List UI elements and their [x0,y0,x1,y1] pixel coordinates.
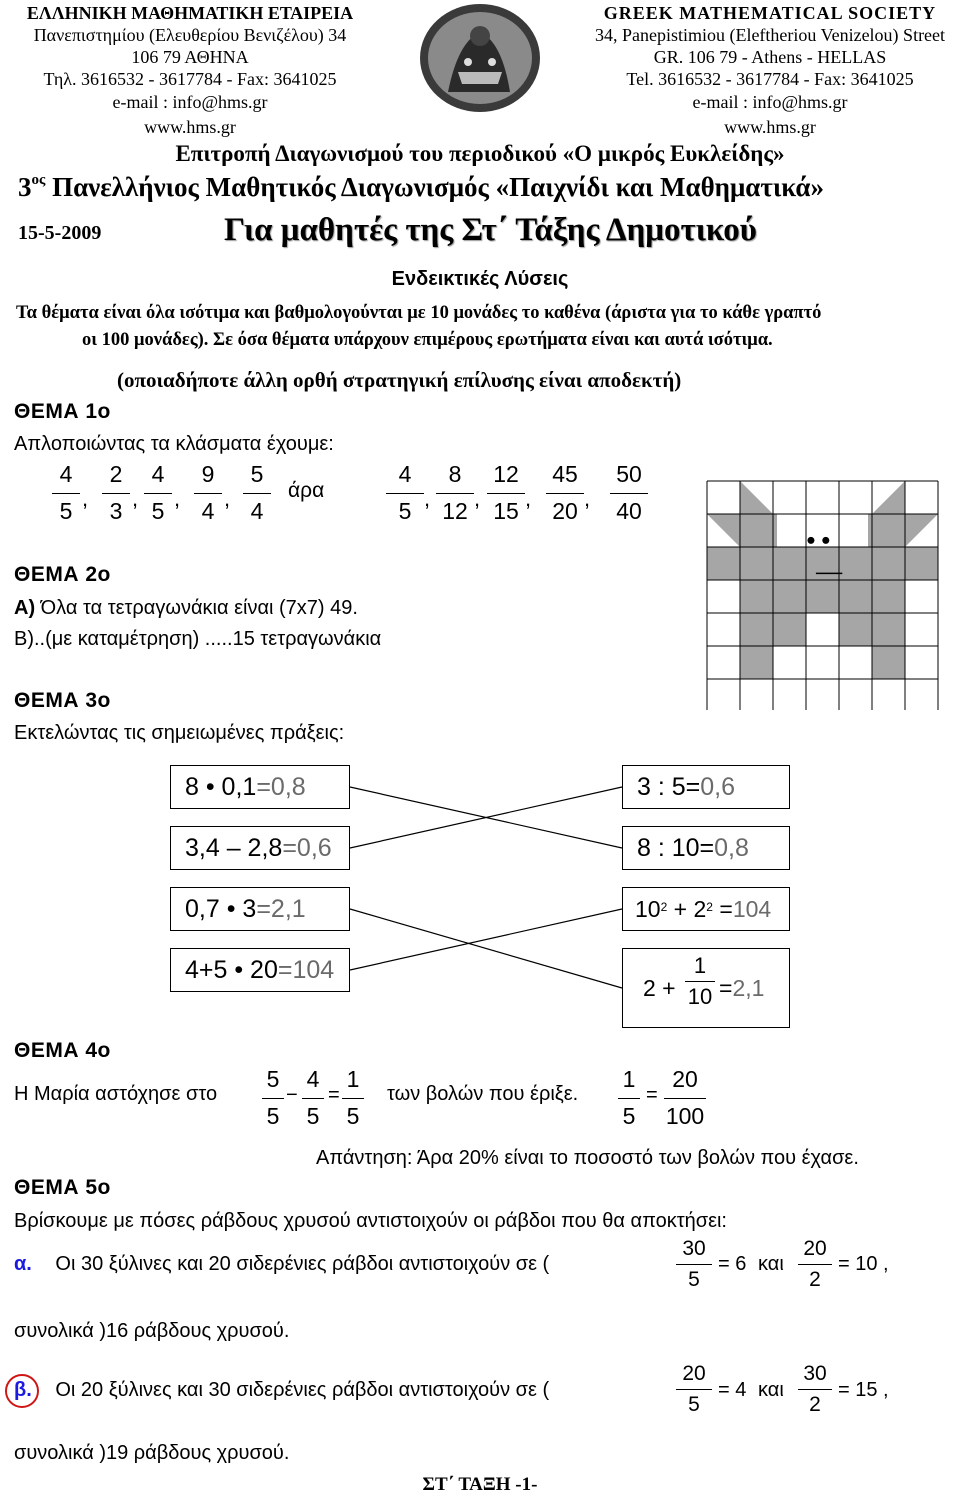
q1-left-fraction-5: 5 4 [243,461,271,524]
q3-text: Εκτελώντας τις σημειωμένες πράξεις: [14,722,345,744]
q1-left-fraction-2: 2 3 [102,461,130,524]
website-greek: www.hms.gr [144,117,236,137]
q1-right-fraction-3: 12 15 [487,461,525,524]
phone-greek: Τηλ. 3616532 - 3617784 - Fax: 3641025 [43,69,337,89]
city-greek: 106 79 ΑΘΗΝΑ [131,47,249,67]
q1-ara: άρα [288,479,325,502]
q5-a-fraction-1: 30 5 [676,1236,712,1293]
q1-right-comma: , [525,486,532,511]
phone-english: Tel. 3616532 - 3617784 - Fax: 3641025 [626,69,914,89]
q4-fraction-3: 1 5 [342,1066,364,1129]
q5-a-result-1: = 6 [718,1253,747,1275]
q1-text: Απλοποιώντας τα κλάσματα έχουμε: [14,433,334,455]
city-english: GR. 106 79 - Athens - HELLAS [653,47,887,67]
q1-right-fraction-2: 8 12 [436,461,474,524]
q4-text1: Η Μαρία αστόχησε στο [14,1083,218,1105]
q3-right-box-4: 2 + 1 10 =2,1 [622,948,790,1028]
q4-fraction-2: 4 5 [302,1066,324,1129]
q4-fraction-5: 20 100 [665,1066,705,1129]
page-footer: ΣΤ΄ ΤΑΞΗ -1- [422,1474,538,1495]
q1-left-comma: , [82,486,89,511]
q4-equals: = [328,1084,340,1106]
contest-number: 3 [18,172,32,202]
committee-text: Επιτροπή Διαγωνισμού του περιοδικού «Ο μικρός Ευκλείδης» [175,141,785,166]
grade-title: Για μαθητές της Στ΄ Τάξης Δημοτικού [224,212,757,248]
q5-a-label: α. [14,1253,32,1275]
q4-fraction-4: 1 5 [618,1066,640,1129]
society-name-greek: ΕΛΛΗΝΙΚΗ ΜΑΘΗΜΑΤΙΚΗ ΕΤΑΙΡΕΙΑ [26,3,354,23]
q2-part-b: Β)..(με καταμέτρηση) .....15 τετραγωνάκια [14,628,382,650]
q3-title: ΘΕΜΑ 3ο [14,689,111,712]
q3-left-box-4: 4+5 • 20=104 [170,948,350,992]
q1-title: ΘΕΜΑ 1ο [14,400,111,423]
q1-right-fraction-1: 4 5 [386,461,424,524]
email-english: e-mail : info@hms.gr [692,92,848,112]
q5-title: ΘΕΜΑ 5ο [14,1176,111,1199]
q1-left-comma: , [174,486,181,511]
q1-right-fraction-4: 45 20 [546,461,584,524]
email-greek: e-mail : info@hms.gr [112,92,268,112]
q5-a-text: Οι 30 ξύλινες και 20 σιδερένιες ράβδοι αντιστοιχούν σε ( [55,1253,550,1275]
match-line-4 [350,909,622,970]
q1-right-comma: , [584,486,591,511]
q5-a-fraction-2: 20 2 [798,1236,832,1293]
q3-right-box-2: 8 : 10=0,8 [622,826,790,870]
q5-b-result-2: = 15 , [838,1379,889,1401]
q2-a-text: Όλα τα τετραγωνάκια είναι (7x7) 49. [35,597,358,619]
q3-right-box-1: 3 : 5=0,6 [622,765,790,809]
contest-name: Πανελλήνιος Μαθητικός Διαγωνισμός «Παιχνίδι και Μαθηματικά» [52,172,824,202]
q5-b-line [14,1379,549,1402]
q5-text: Βρίσκουμε με πόσες ράβδους χρυσού αντιστοιχούν οι ράβδοι που θα αποκτήσει: [14,1210,727,1232]
q5-b-fraction-1: 20 5 [676,1361,712,1418]
contest-number-suffix: ος [31,172,46,188]
q5-b-fraction-2: 30 2 [798,1361,832,1418]
solutions-subtitle: Ενδεικτικές Λύσεις [391,268,569,290]
q1-right-comma: , [474,486,481,511]
q2-title: ΘΕΜΑ 2ο [14,563,111,586]
grading-note-line2: οι 100 μονάδες). Σε όσα θέματα υπάρχουν επιμέρους ερωτήματα είναι και αυτά ισότιμα. [82,330,773,350]
q3-left-box-3: 0,7 • 3=2,1 [170,887,350,931]
q4-equals-2: = [646,1084,658,1106]
q1-left-fraction-1: 4 5 [52,461,80,524]
address-english: 34, Panepistimiou (Εleftheriou Venizelou) Street [594,25,946,45]
q1-left-fraction-3: 4 5 [144,461,172,524]
strategy-note: (οποιαδήποτε άλλη ορθή στρατηγική επίλυσης είναι αποδεκτή) [117,368,682,392]
q4-answer: Απάντηση: Άρα 20% είναι το ποσοστό των βολών που έχασε. [316,1147,859,1169]
q4-title: ΘΕΜΑ 4ο [14,1039,111,1062]
q1-right-fraction-5: 50 40 [610,461,648,524]
q5-a-total: συνολικά )16 ράβδους χρυσού. [14,1320,290,1342]
q1-left-comma: , [224,486,231,511]
website-english: www.hms.gr [724,117,816,137]
q3-left-box-1: 8 • 0,1=0,8 [170,765,350,809]
q3-right-box-3: $10^2 + 2^2 =104$ [622,887,790,931]
q1-right-comma: , [424,486,431,511]
q1-left-fraction-4: 9 4 [194,461,222,524]
q5-b-result-1: = 4 [718,1379,747,1401]
q5-a-result-2: = 10 , [838,1253,889,1275]
q1-left-comma: , [132,486,139,511]
grading-note-line1: Τα θέματα είναι όλα ισότιμα και βαθμολογούνται με 10 μονάδες το καθένα (άριστα για το κάθε γραπτό [16,303,822,323]
address-greek: Πανεπιστημίου (Ελευθερίου Βενιζέλου) 34 [33,25,347,45]
q5-a-line [14,1253,549,1276]
q5-b-text: Οι 20 ξύλινες και 30 σιδερένιες ράβδοι αντιστοιχούν σε ( [55,1379,550,1401]
q5-b-label: β. [14,1379,32,1401]
q3-left-box-2: 3,4 – 2,8=0,6 [170,826,350,870]
q2-a-label: Α) [14,597,36,619]
q4-minus: − [286,1084,298,1106]
q5-a-and: και [758,1253,784,1275]
q4-text2: των βολών που έριξε. [387,1083,579,1105]
q5-b-total: συνολικά )19 ράβδους χρυσού. [14,1442,290,1464]
q4-fraction-1: 5 5 [262,1066,284,1129]
q5-b-and: και [758,1379,784,1401]
contest-date: 15-5-2009 [18,222,102,244]
match-line-3 [350,909,622,988]
society-name-english: GREEK MATHEMATICAL SOCIETY [603,3,937,23]
